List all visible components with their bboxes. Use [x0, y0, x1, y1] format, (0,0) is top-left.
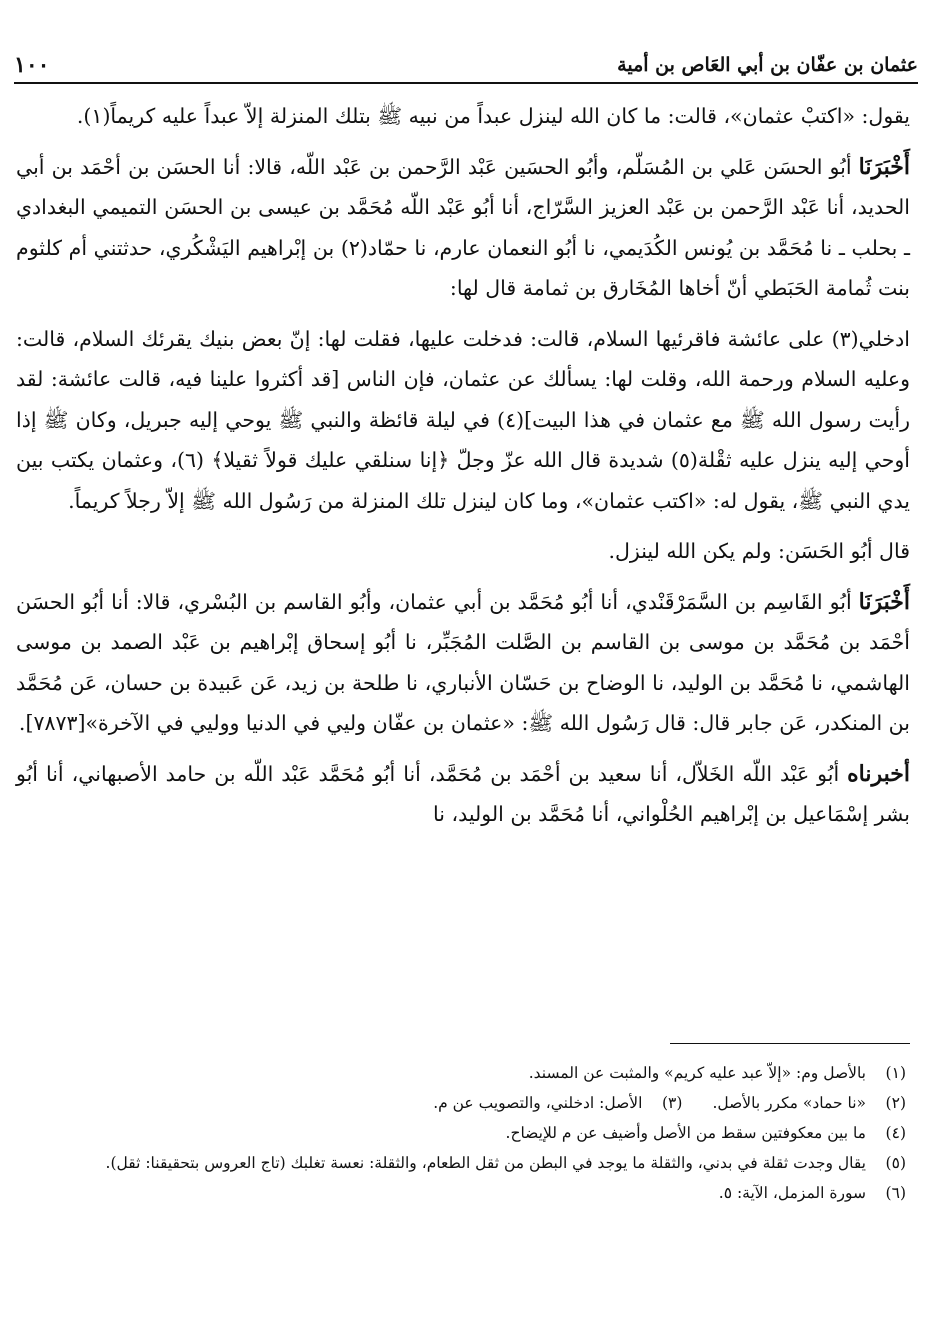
paragraph-4 — [16, 531, 910, 572]
footnote-number: (١) — [885, 1064, 906, 1082]
footnote-5 — [18, 1150, 906, 1176]
footnote-text: الأصل: ادخلني، والتصويب عن م. — [433, 1094, 643, 1112]
footnote-1 — [18, 1060, 906, 1086]
footnotes — [18, 1060, 906, 1210]
footnote-number: (٥) — [885, 1154, 906, 1172]
footnote-text: يقال وجدت ثقلة في بدني، والثقلة ما يوجد في البطن من ثقل الطعام، والثقلة: نعسة تغلبك (تاج العروس بتحقيقنا: ثقل). — [105, 1154, 866, 1172]
paragraph-text: يقول: «اكتبْ عثمان»، قالت: ما كان الله لينزل عبداً من نبيه ﷺ بتلك المنزلة إلاّ عبداً عليه كريماً(١). — [76, 104, 910, 128]
paragraph-text: أبُو القَاسِم بن السَّمَرْقَنْدي، أنا أبُو مُحَمَّد بن أبي عثمان، وأبُو القاسم بن البُسْري، قالا: أنا أبُو الحسَن أحْمَد بن مُحَمَّد بن موسى بن القاسم بن الصَّلت المُجَبِّر، نا أبُو إسحاق إبْراهيم بن عَبْد الصمد بن موسى الهاشمي، نا مُحَمَّد بن الوليد، نا الوضاح بن حَسّان الأنباري، نا طلحة بن زيد، عَن عَبيدة بن حسان، عَن مُحَمَّد بن المنكدر، عَن جابر قال: قال رَسُول الله ﷺ: «عثمان بن عفّان وليي في الدنيا ووليي في الآخرة»[٧٨٧٣]. — [16, 589, 910, 735]
footnote-text: سورة المزمل، الآية: ٥. — [718, 1184, 866, 1202]
footnote-3 — [433, 1090, 682, 1116]
footnote-text: بالأصل وم: «إلاّ عبد عليه كريم» والمثبت عن المسند. — [528, 1064, 866, 1082]
main-text — [16, 96, 910, 835]
footnote-number: (٢) — [885, 1094, 906, 1112]
paragraph-lead: أخبرناه — [847, 760, 910, 787]
footnote-number: (٦) — [885, 1184, 906, 1202]
footnote-text: «نا حماد» مكرر بالأصل. — [712, 1094, 866, 1112]
paragraph-text: أبُو عَبْد اللّه الخَلاّل، أنا سعيد بن أحْمَد بن مُحَمَّد، أنا أبُو مُحَمَّد عَبْد اللّه بن حامد الأصبهاني، أنا أبُو بشر إسْمَاعيل بن إبْراهيم الحُلْواني، أنا مُحَمَّد بن الوليد، نا — [16, 761, 910, 826]
page-number: ١٠٠ — [14, 52, 50, 78]
footnote-number: (٤) — [885, 1124, 906, 1142]
footnote-2 — [712, 1090, 906, 1116]
paragraph-5 — [16, 582, 910, 744]
paragraph-text: ادخلي(٣) على عائشة فاقرئيها السلام، قالت: فدخلت عليها، فقلت لها: إنّ بعض بنيك يقرئك السلام، قالت: وعليه السلام ورحمة الله، وقلت لها: يسألك عن عثمان، فإن الناس [قد أكثروا علينا فيه، قالت عائشة: لقد رأيت رسول الله ﷺ مع عثمان في هذا البيت](٤) في ليلة قائظة والنبي ﷺ يوحي إليه جبريل، وكان ﷺ إذا أوحي إليه ينزل عليه ثقْلة(٥) شديدة قال الله عزّ وجلّ ﴿إنا سنلقي عليك قولاً ثقيلا﴾ (٦)، وعثمان يكتب بين يدي النبي ﷺ، يقول له: «اكتب عثمان»، وما كان لينزل تلك المنزلة من رَسُول الله ﷺ إلاّ رجلاً كريماً. — [16, 326, 910, 513]
paragraph-3 — [16, 319, 910, 522]
paragraph-lead: أَخْبَرَنَا — [858, 588, 910, 615]
footnote-text: ما بين معكوفتين سقط من الأصل وأضيف عن م للإيضاح. — [505, 1124, 866, 1142]
footnote-4 — [18, 1120, 906, 1146]
running-header — [14, 42, 918, 84]
footnote-divider — [670, 1043, 910, 1044]
paragraph-6 — [16, 754, 910, 835]
paragraph-text: أبُو الحسَن عَلي بن المُسَلّم، وأبُو الحسَين عَبْد الرَّحمن بن عَبْد اللّه، قالا: أنا الحسَن بن أحْمَد بن أبي الحديد، أنا عَبْد الرَّحمن بن عَبْد العزيز السَّرّاج، أنا أبُو عَبْد اللّه مُحَمَّد بن عيسى بن الحسَن التميمي البغدادي ـ بحلب ـ نا مُحَمَّد بن يُونس الكُدَيمي، نا أبُو النعمان عارم، نا حمّاد(٢) بن إبْراهيم اليَشْكُري، حدثتني أم كلثوم بنت ثُمامة الحَبَطي أنّ أخاها المُخَارق بن ثمامة قال لها: — [16, 154, 910, 300]
header-title: عثمان بن عفّان بن أبي العَاص بن أمية — [617, 54, 918, 76]
paragraph-lead: أَخْبَرَنَا — [858, 153, 910, 180]
footnote-number: (٣) — [661, 1094, 683, 1112]
footnote-6 — [18, 1180, 906, 1206]
paragraph-text: قال أبُو الحَسَن: ولم يكن الله لينزل. — [608, 539, 910, 563]
footnote-row — [18, 1090, 906, 1116]
paragraph-1 — [16, 96, 910, 137]
paragraph-2 — [16, 147, 910, 309]
